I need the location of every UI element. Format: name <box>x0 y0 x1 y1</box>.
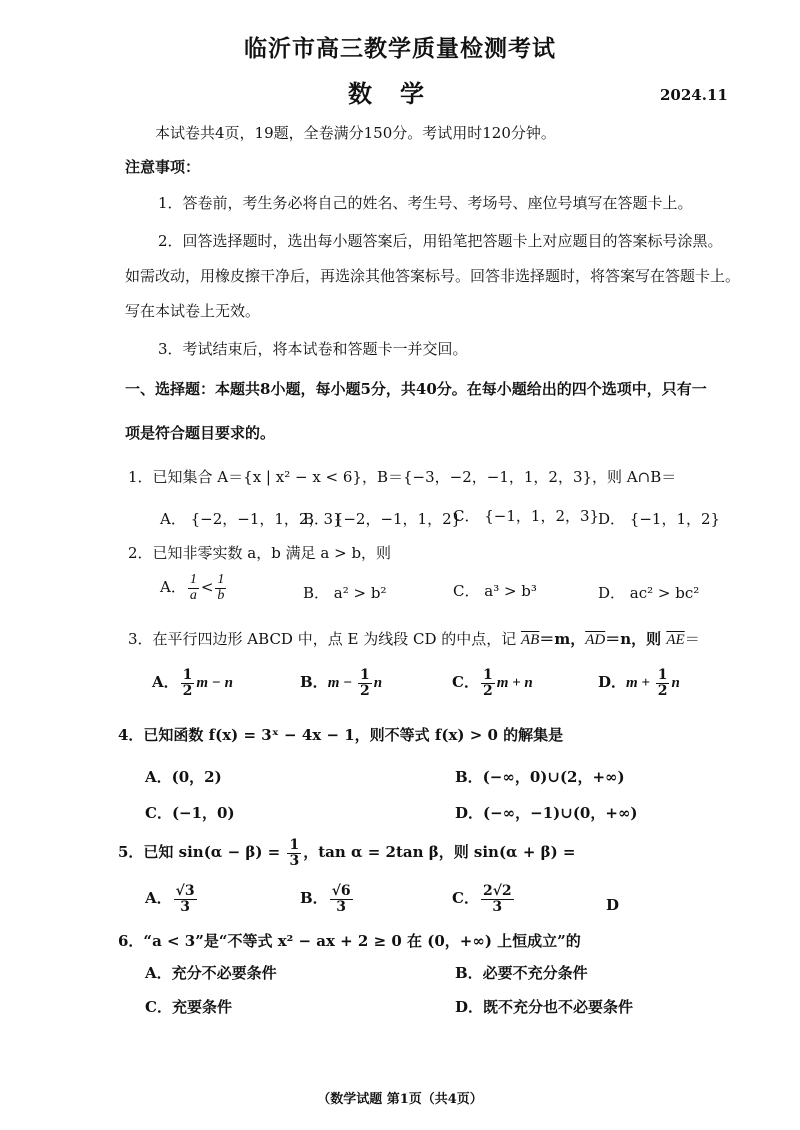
notes-item-2-line-1: 2．回答选择题时，选出每小题答案后，用铅笔把答题卡上对应题目的答案标号涂黑。 <box>158 232 723 250</box>
option-expression: m + n <box>496 675 533 692</box>
option-expression: m − <box>327 675 356 692</box>
fraction <box>481 884 514 914</box>
intro-text: 本试卷共4页，19题，全卷满分150分。考试用时120分钟。 <box>155 124 556 142</box>
question-3-stem-text: ＝ <box>684 630 700 648</box>
notes-item-2-line-2: 如需改动，用橡皮擦干净后，再选涂其他答案标号。回答非选择题时，将答案写在答题卡上。 <box>125 267 741 285</box>
question-4-option-b: B．(−∞，0)∪(2，+∞) <box>455 768 625 786</box>
question-6-option-c: C．充要条件 <box>145 998 232 1016</box>
question-4-option-a: A．(0，2) <box>145 768 222 786</box>
question-3-stem-text: 3．在平行四边形 ABCD 中，点 E 为线段 CD 的中点，记 <box>128 630 522 648</box>
section-1-line-2: 项是符合题目要求的。 <box>125 424 276 442</box>
fraction <box>215 573 226 603</box>
option-label: B． <box>300 889 328 908</box>
question-1-stem: 1．已知集合 A＝{x | x² − x < 6}，B＝{−3，−2，−1，1，2，3}，则 A∩B＝ <box>128 468 677 486</box>
fraction <box>188 573 199 603</box>
fraction-denominator: b <box>217 587 225 603</box>
fraction-numerator: √6 <box>331 883 351 899</box>
question-5-stem-text: 5．已知 sin(α − β) = <box>118 843 286 862</box>
question-1-option-d: D． {−1，1，2} <box>598 510 721 528</box>
question-6-option-a: A．充分不必要条件 <box>145 964 277 982</box>
fraction-numerator: 1 <box>359 667 370 683</box>
option-label: B． <box>300 673 328 692</box>
fraction-denominator: 3 <box>336 898 347 915</box>
fraction <box>174 884 197 914</box>
fraction-numerator: 1 <box>217 572 225 587</box>
subject-title: 数学 <box>348 79 452 108</box>
option-expression: m − n <box>196 675 233 692</box>
option-label: C． <box>452 889 479 908</box>
fraction-numerator: √3 <box>175 883 195 899</box>
question-3-option-a <box>152 668 233 698</box>
question-2-option-b: B． a² > b² <box>303 584 387 602</box>
option-label: C． <box>452 673 479 692</box>
fraction-denominator: 3 <box>289 852 300 869</box>
question-3-stem-text: ＝m， <box>539 630 586 648</box>
fraction-denominator: a <box>189 587 197 603</box>
question-2-option-a <box>160 573 228 603</box>
question-5-option-b <box>300 884 355 914</box>
question-5-option-c <box>452 884 516 914</box>
fraction <box>656 668 670 698</box>
question-5-option-a <box>145 884 199 914</box>
fraction-denominator: 2 <box>182 682 193 699</box>
exam-date: 2024.11 <box>660 86 728 104</box>
question-1-option-a: A． {−2，−1，1，2，3} <box>160 510 343 528</box>
fraction-numerator: 1 <box>657 667 668 683</box>
notes-item-3: 3．考试结束后，将本试卷和答题卡一并交回。 <box>158 340 468 358</box>
fraction <box>287 838 301 868</box>
fraction-numerator: 1 <box>289 837 300 853</box>
question-2-option-d: D． ac² > bc² <box>598 584 700 602</box>
option-label: A． <box>152 673 179 692</box>
question-6-option-d: D．既不充分也不必要条件 <box>455 998 634 1016</box>
fraction <box>330 884 353 914</box>
question-6-stem: 6．“a < 3”是“不等式 x² − ax + 2 ≥ 0 在 (0，+∞) 上恒成立”的 <box>118 932 581 950</box>
fraction-numerator: 1 <box>189 572 197 587</box>
notes-heading: 注意事项： <box>125 158 201 176</box>
vector-ad: $\overline{AD}$ <box>585 632 606 648</box>
question-2-option-c: C． a³ > b³ <box>453 582 537 600</box>
question-3-option-b <box>300 668 382 698</box>
fraction-denominator: 3 <box>492 898 503 915</box>
fraction-numerator: 1 <box>182 667 193 683</box>
option-expression: m + <box>626 675 654 692</box>
question-3-option-d <box>598 668 680 698</box>
question-5-stem-text: ，tan α = 2tan β，则 sin(α + β) = <box>303 843 576 862</box>
question-4-option-c: C．(−1，0) <box>145 804 235 822</box>
fraction-denominator: 3 <box>180 898 190 915</box>
question-1-option-b: B． {−2，−1，1，2} <box>303 510 462 528</box>
option-expression: n <box>373 675 383 692</box>
question-2-stem: 2．已知非零实数 a，b 满足 a > b，则 <box>128 544 392 562</box>
option-expression: n <box>671 675 680 692</box>
question-4-option-d: D．(−∞，−1)∪(0，+∞) <box>455 804 638 822</box>
page-footer: （数学试题 第1页（共4页） <box>317 1092 483 1107</box>
fraction <box>481 668 495 698</box>
question-6-option-b: B．必要不充分条件 <box>455 964 588 982</box>
fraction <box>181 668 195 698</box>
notes-item-2-line-3: 写在本试卷上无效。 <box>125 302 261 320</box>
fraction-denominator: 2 <box>359 682 370 699</box>
vector-ab: $\overline{AB}$ <box>521 632 540 648</box>
section-1-line-1: 一、选择题：本题共8小题，每小题5分，共40分。在每小题给出的四个选项中，只有一 <box>125 380 707 398</box>
option-label: A． <box>145 889 172 908</box>
fraction-denominator: 2 <box>657 682 668 699</box>
question-3-stem <box>128 628 700 649</box>
exam-title: 临沂市高三教学质量检测考试 <box>244 35 556 62</box>
question-5-option-d: D <box>606 896 620 914</box>
fraction-numerator: 2√2 <box>482 883 512 899</box>
question-1-option-c: C． {−1，1，2，3} <box>453 507 600 525</box>
question-3-stem-text: ＝n，则 <box>605 630 667 648</box>
fraction <box>358 668 372 698</box>
notes-item-1: 1．答卷前，考生务必将自己的姓名、考生号、考场号、座位号填写在答题卡上。 <box>158 194 693 212</box>
question-2-option-a-label: A． <box>160 578 186 597</box>
question-3-option-c <box>452 668 533 698</box>
option-label: D． <box>598 673 627 692</box>
vector-ae: $\overline{AE}$ <box>666 632 685 648</box>
fraction-denominator: 2 <box>482 682 493 699</box>
fraction-numerator: 1 <box>482 667 493 683</box>
question-5-stem <box>118 838 575 868</box>
question-4-stem: 4．已知函数 f(x) = 3ˣ − 4x − 1，则不等式 f(x) > 0 的解集是 <box>118 726 564 744</box>
relation-symbol: < <box>200 578 214 597</box>
